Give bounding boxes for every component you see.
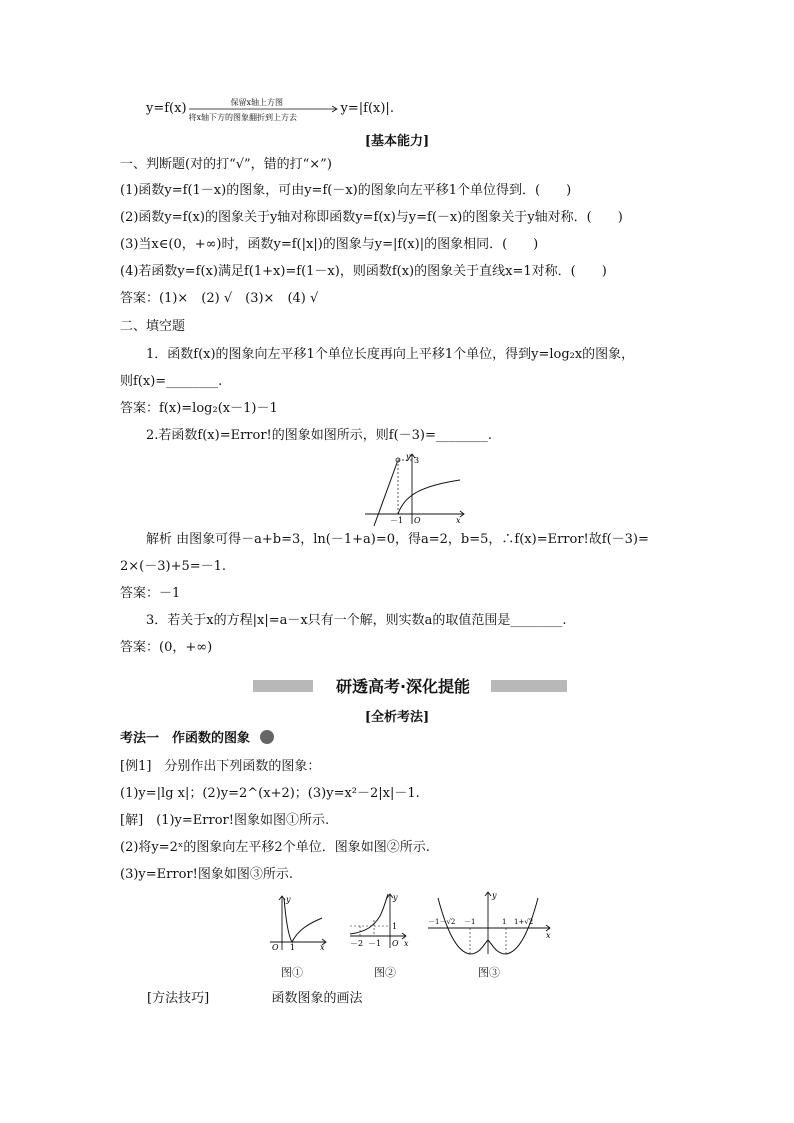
banner-bar-right	[491, 680, 567, 692]
svg-text:1: 1	[392, 922, 398, 931]
q3-answer: 答案：(0，+∞)	[120, 640, 213, 655]
q1-line2: 则f(x)=________.	[120, 374, 223, 389]
svg-text:1: 1	[502, 918, 507, 926]
q2-origin: O	[414, 516, 421, 525]
svg-text:y: y	[492, 891, 497, 900]
figure-1-graph	[262, 892, 332, 954]
method-tip	[147, 990, 362, 1008]
method-tip-label: [方法技巧]	[147, 991, 210, 1006]
method1-title: 考法一 作函数的图象	[120, 731, 251, 746]
method-tip-title: 函数图象的画法	[271, 991, 363, 1006]
judge-answer: 答案：(1)× (2) √ (3)× (4) √	[120, 291, 319, 306]
figure-1-curve	[284, 898, 322, 942]
figure-3-caption: 图③	[478, 966, 500, 979]
q2-answer: 答案：－1	[120, 586, 181, 601]
fill-heading: 二、填空题	[120, 319, 186, 334]
svg-text:－1: －1	[368, 939, 382, 948]
svg-text:1+√2: 1+√2	[514, 918, 534, 926]
svg-text:1: 1	[290, 943, 296, 952]
figure-2-curve	[350, 894, 388, 934]
arrow-bottom-label: 将x轴下方的图象翻折到上方去	[188, 113, 298, 122]
solution-1: [解] (1)y=Error!图象如图①所示.	[120, 813, 330, 828]
figure-3-graph	[426, 888, 556, 958]
q2-x-label: x	[456, 516, 461, 525]
q2-tick-3: 3	[414, 456, 420, 465]
svg-text:x: x	[320, 943, 325, 952]
method1-heading	[120, 730, 274, 748]
bullet-dot-icon	[260, 730, 274, 744]
banner-bar-left	[253, 680, 313, 692]
q1-answer: 答案：f(x)=log₂(x－1)－1	[120, 401, 278, 416]
solution-3: (3)y=Error!图象如图③所示.	[120, 867, 293, 882]
formula-lhs: y=f(x)	[146, 101, 187, 116]
q2-log-curve	[398, 480, 460, 514]
q3-line: 3．若关于x的方程|x|=a－x只有一个解，则实数a的取值范围是________.	[146, 613, 567, 628]
svg-text:－1－√2: －1－√2	[428, 918, 456, 926]
q2-line: 2.若函数f(x)=Error!的图象如图所示，则f(－3)=________.	[146, 428, 493, 443]
solution-2: (2)将y=2ˣ的图象向左平移2个单位．图象如图②所示.	[120, 840, 430, 855]
judge-item-1: (1)函数y=f(1－x)的图象，可由y=f(－x)的图象向左平移1个单位得到．( )	[120, 183, 572, 198]
svg-text:O: O	[272, 943, 279, 952]
figure-2-caption: 图②	[374, 966, 396, 979]
svg-text:－2: －2	[350, 939, 364, 948]
svg-text:－1: －1	[464, 918, 476, 926]
q1-line1: 1．函数f(x)的图象向左平移1个单位长度再向上平移1个单位，得到y=log₂x的图象，	[146, 347, 635, 362]
section-banner	[253, 674, 567, 694]
q2-y-label: y	[406, 452, 411, 461]
svg-text:O: O	[392, 939, 399, 948]
judge-heading: 一、判断题(对的打“√”，错的打“×”)	[120, 157, 332, 172]
svg-text:y: y	[393, 893, 398, 902]
figure-2-graph	[346, 890, 412, 954]
judge-item-2: (2)函数y=f(x)的图象关于y轴对称即函数y=f(x)与y=f(－x)的图象关于y轴对称．( )	[120, 210, 623, 225]
arrow-top-label: 保留x轴上方图	[230, 98, 284, 107]
svg-text:y: y	[286, 895, 291, 904]
q2-solution-line1: 解析 由图象可得－a+b=3，ln(－1+a)=0，得a=2，b=5，∴f(x)=Error!故f(－3)=	[146, 532, 649, 547]
judge-item-4: (4)若函数y=f(x)满足f(1+x)=f(1－x)，则函数f(x)的图象关于直线x=1对称．( )	[120, 264, 607, 279]
analysis-heading: [全析考法]	[364, 710, 430, 725]
svg-text:x: x	[404, 939, 409, 948]
judge-item-3: (3)当x∈(0，+∞)时，函数y=f(|x|)的图象与y=|f(x)|的图象相同．( )	[120, 237, 539, 252]
transform-arrow	[187, 98, 341, 122]
svg-text:x: x	[546, 931, 551, 940]
example-functions: (1)y=|lg x|；(2)y=2^(x+2)；(3)y=x²－2|x|－1.	[120, 786, 420, 801]
example-title: [例1] 分别作出下列函数的图象：	[120, 759, 321, 774]
top-formula	[146, 98, 394, 122]
q2-tick-neg1: －1	[390, 516, 404, 525]
q2-graph	[360, 450, 470, 528]
q2-solution-line2: 2×(－3)+5=－1.	[120, 559, 227, 574]
basic-heading: [基本能力]	[364, 134, 430, 149]
banner-title: 研透高考·深化提能	[335, 677, 471, 696]
figure-1-caption: 图①	[281, 966, 303, 979]
formula-rhs: y=|f(x)|.	[340, 101, 394, 116]
